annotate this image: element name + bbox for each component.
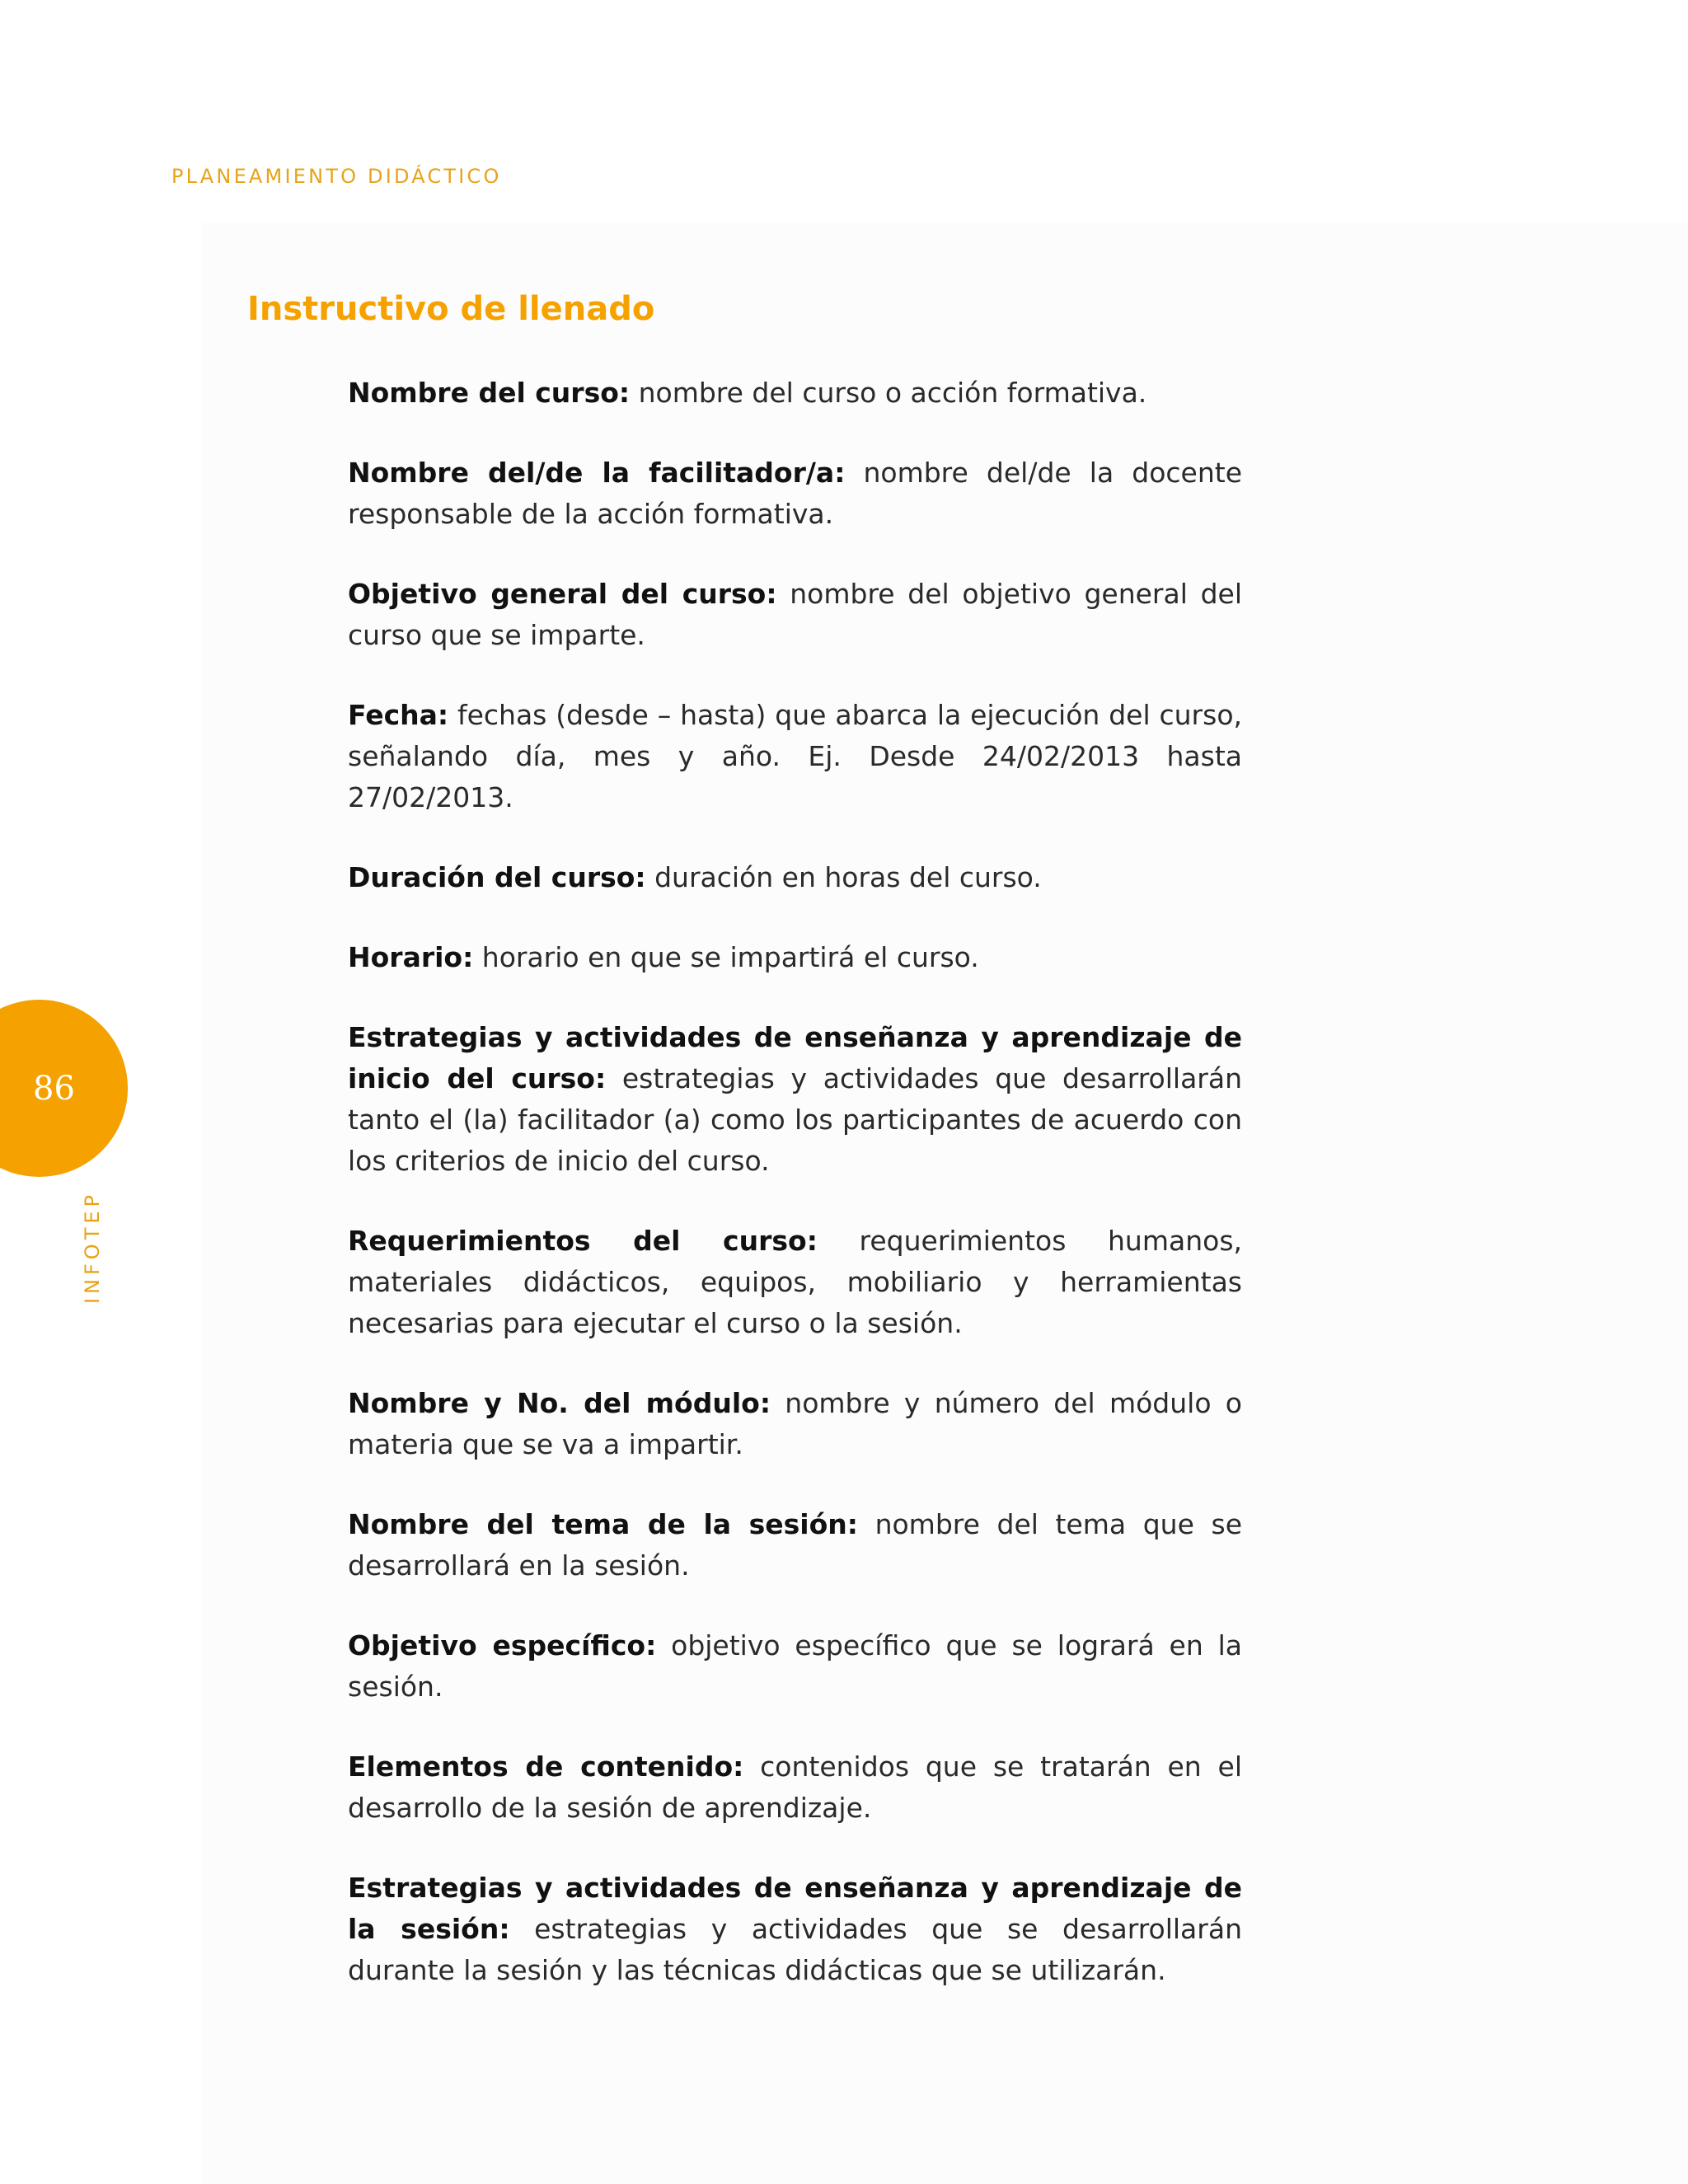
entry-term: Elementos de contenido: — [348, 1750, 744, 1783]
entry-objetivo-especifico — [348, 1625, 1242, 1708]
entry-text: contenidos que se tratarán en el desarrollo de la sesión de aprendizaje. — [348, 1750, 1242, 1824]
entry-term: Objetivo específico: — [348, 1629, 657, 1661]
entry-term: Horario: — [348, 941, 474, 973]
entry-facilitador — [348, 452, 1242, 535]
entry-text: nombre del/de la docente responsable de la acción formativa. — [348, 457, 1242, 530]
entry-term: Fecha: — [348, 699, 449, 731]
entry-text: fechas (desde – hasta) que abarca la ejecución del curso, señalando día, mes y año. Ej. Desde 24/02/2013 hasta 27/02/2013. — [348, 699, 1242, 813]
entry-text: horario en que se impartirá el curso. — [473, 941, 979, 973]
entry-requerimientos — [348, 1221, 1242, 1344]
running-header: PLANEAMIENTO DIDÁCTICO — [171, 165, 502, 188]
entry-term: Nombre del/de la facilitador/a: — [348, 457, 846, 489]
entry-tema-sesion — [348, 1504, 1242, 1586]
instructions-list — [348, 373, 1242, 2030]
entry-term: Duración del curso: — [348, 861, 646, 893]
entry-text: nombre y número del módulo o materia que se va a impartir. — [348, 1387, 1242, 1460]
entry-nombre-curso — [348, 373, 1242, 414]
entry-text: nombre del tema que se desarrollará en la sesión. — [348, 1508, 1242, 1582]
entry-text: estrategias y actividades que se desarrollarán durante la sesión y las técnicas didácticas que se utilizarán. — [348, 1913, 1242, 1986]
entry-fecha — [348, 695, 1242, 818]
entry-term: Estrategias y actividades de enseñanza y aprendizaje de la sesión: — [348, 1872, 1242, 1945]
entry-text: nombre del objetivo general del curso que se imparte. — [348, 578, 1242, 651]
entry-estrategias-sesion — [348, 1868, 1242, 1991]
entry-text: duración en horas del curso. — [645, 861, 1042, 893]
entry-term: Nombre del curso: — [348, 377, 631, 409]
entry-elementos-contenido — [348, 1746, 1242, 1829]
entry-duracion — [348, 857, 1242, 898]
entry-term: Nombre del tema de la sesión: — [348, 1508, 858, 1540]
page-number: 86 — [33, 1070, 75, 1108]
entry-horario — [348, 937, 1242, 978]
entry-term: Requerimientos del curso: — [348, 1225, 818, 1257]
section-title: Instructivo de llenado — [247, 290, 655, 328]
entry-estrategias-inicio — [348, 1017, 1242, 1182]
entry-text: estrategias y actividades que desarrollarán tanto el (la) facilitador (a) como los participantes de acuerdo con los criterios de inicio del curso. — [348, 1062, 1243, 1177]
entry-text: requerimientos humanos, materiales didácticos, equipos, mobiliario y herramientas necesarias para ejecutar el curso o la sesión. — [348, 1225, 1242, 1339]
entry-text: nombre del curso o acción formativa. — [630, 377, 1147, 409]
entry-text: objetivo específico que se logrará en la sesión. — [348, 1629, 1242, 1703]
entry-modulo — [348, 1383, 1242, 1465]
entry-term: Nombre y No. del módulo: — [348, 1387, 771, 1419]
entry-term: Estrategias y actividades de enseñanza y aprendizaje de inicio del curso: — [348, 1021, 1242, 1094]
publisher-label: INFOTEP — [81, 1191, 104, 1305]
entry-term: Objetivo general del curso: — [348, 578, 777, 610]
entry-objetivo-general — [348, 574, 1242, 656]
